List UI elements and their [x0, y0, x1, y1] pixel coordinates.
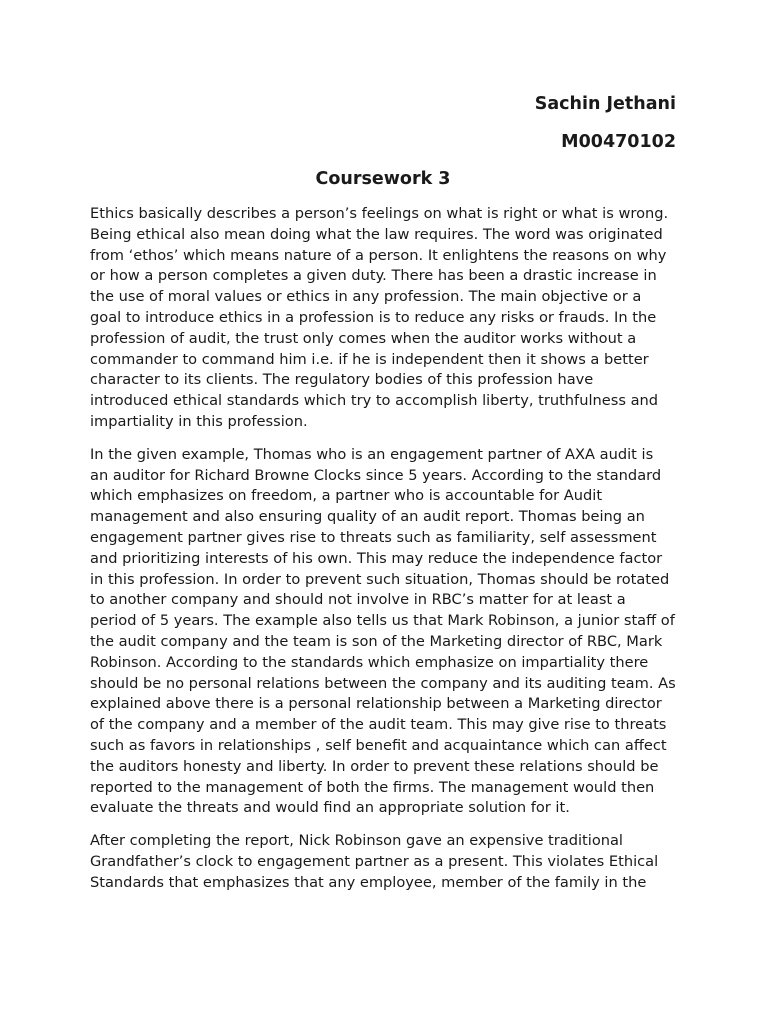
student-id: M00470102	[561, 132, 676, 152]
body-paragraph-1: Ethics basically describes a person’s feelings on what is right or what is wrong. Being ethical also mean doing what the law requires. The word was originated from ‘ethos’ which means nature of a person. It enlightens the reasons on why or how a person completes a given duty. There has been a drastic increase in the use of moral values or ethics in any profession. The main objective or a goal to introduce ethics in a profession is to reduce any risks or frauds. In the profession of audit, the trust only comes when the auditor works without a commander to command him i.e. if he is independent then it shows a better character to its clients. The regulatory bodies of this profession have introduced ethical standards which try to accomplish liberty, truthfulness and impartiality in this profession.	[90, 205, 669, 430]
author-name: Sachin Jethani	[534, 94, 676, 114]
body-paragraph-2: In the given example, Thomas who is an engagement partner of AXA audit is an auditor for Richard Browne Clocks since 5 years. According to the standard which emphasizes on freedom, a partner who is accountable for Audit management and also ensuring quality of an audit report. Thomas being an engagement partner gives rise to threats such as familiarity, self assessment and prioritizing interests of his own. This may reduce the independence factor in this profession. In order to prevent such situation, Thomas should be rotated to another company and should not involve in RBC’s matter for at least a period of 5 years. The example also tells us that Mark Robinson, a junior staff of the audit company and the team is son of the Marketing director of RBC, Mark Robinson. According to the standards which emphasize on impartiality there should be no personal relations between the company and its auditing team. As explained above there is a personal relationship between a Marketing director of the company and a member of the audit team. This may give rise to threats such as favors in relationships , self benefit and acquaintance which can affect the auditors honesty and liberty. In order to prevent these relations should be reported to the management of both the firms. The management would then evaluate the threats and would find an appropriate solution for it.	[90, 445, 676, 817]
document-title: Coursework 3	[315, 169, 451, 189]
body-paragraph-3: After completing the report, Nick Robinson gave an expensive traditional Grandfather’s clock to engagement partner as a present. This violates Ethical Standards that emphasizes that any employee, member of the family in the	[90, 832, 659, 891]
